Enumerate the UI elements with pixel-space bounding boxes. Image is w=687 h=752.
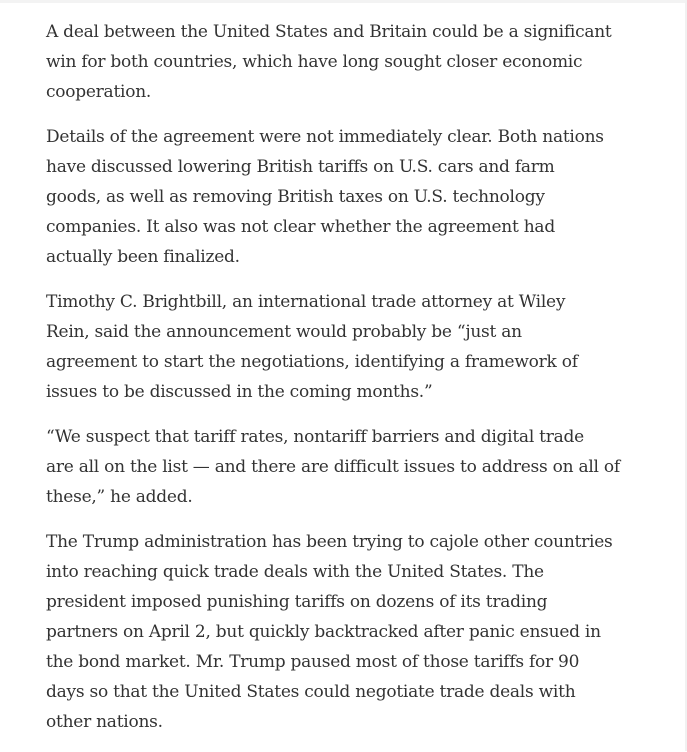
paragraph-line: are all on the list — and there are difficult issues to address on all of: [46, 457, 620, 477]
article-body: [46, 17, 658, 752]
paragraph-line: other nations.: [46, 712, 163, 732]
paragraph-line: actually been finalized.: [46, 247, 240, 267]
paragraph-line: president imposed punishing tariffs on dozens of its trading: [46, 592, 548, 612]
paragraph-line: Details of the agreement were not immediately clear. Both nations: [46, 127, 604, 147]
top-divider: [0, 0, 687, 3]
paragraph-line: days so that the United States could negotiate trade deals with: [46, 682, 576, 702]
paragraph-line: these,” he added.: [46, 487, 193, 507]
paragraph-4: [46, 422, 658, 512]
paragraph-line: win for both countries, which have long sought closer economic: [46, 52, 583, 72]
paragraph-2: [46, 122, 658, 272]
paragraph-line: “We suspect that tariff rates, nontariff barriers and digital trade: [46, 427, 584, 447]
paragraph-line: the bond market. Mr. Trump paused most of those tariffs for 90: [46, 652, 580, 672]
paragraph-line: A deal between the United States and Britain could be a significant: [46, 22, 612, 42]
paragraph-line: issues to be discussed in the coming months.”: [46, 382, 433, 402]
paragraph-line: partners on April 2, but quickly backtracked after panic ensued in: [46, 622, 601, 642]
paragraph-line: The Trump administration has been trying to cajole other countries: [46, 532, 613, 552]
paragraph-line: cooperation.: [46, 82, 152, 102]
paragraph-line: companies. It also was not clear whether the agreement had: [46, 217, 555, 237]
paragraph-line: Rein, said the announcement would probably be “just an: [46, 322, 522, 342]
paragraph-5: [46, 527, 658, 737]
paragraph-line: goods, as well as removing British taxes on U.S. technology: [46, 187, 545, 207]
paragraph-line: agreement to start the negotiations, identifying a framework of: [46, 352, 578, 372]
paragraph-line: into reaching quick trade deals with the United States. The: [46, 562, 544, 582]
paragraph-1: [46, 17, 658, 107]
paragraph-line: have discussed lowering British tariffs on U.S. cars and farm: [46, 157, 555, 177]
paragraph-3: [46, 287, 658, 407]
paragraph-line: Timothy C. Brightbill, an international trade attorney at Wiley: [46, 292, 566, 312]
